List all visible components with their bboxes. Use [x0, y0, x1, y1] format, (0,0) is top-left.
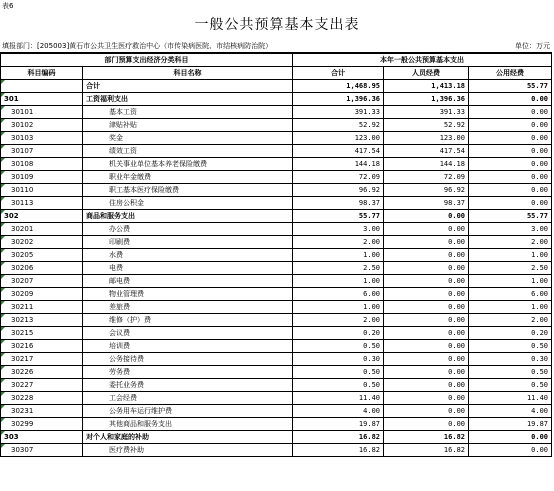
row-code: 30207: [1, 275, 83, 288]
row-name: 工会经费: [83, 392, 293, 405]
header-total: 合计: [293, 67, 384, 80]
header-column-row: [1, 67, 552, 80]
table-row: [1, 80, 552, 93]
row-personnel: 52.92: [384, 119, 469, 132]
row-public: 19.87: [469, 418, 552, 431]
row-total: 52.92: [293, 119, 384, 132]
header-economic-classification: 部门预算支出经济分类科目: [1, 53, 293, 67]
row-name: 合计: [83, 80, 293, 93]
table-row: [1, 93, 552, 106]
table-row: [1, 197, 552, 210]
table-row: [1, 210, 552, 223]
table-row: [1, 392, 552, 405]
table-row: [1, 301, 552, 314]
department-label: 填报部门：: [2, 42, 37, 50]
row-code: 30227: [1, 379, 83, 392]
row-personnel: 0.00: [384, 340, 469, 353]
row-public: 0.00: [469, 119, 552, 132]
row-name: 印刷费: [83, 236, 293, 249]
row-name: 津贴补贴: [83, 119, 293, 132]
row-personnel: 0.00: [384, 327, 469, 340]
row-personnel: 0.00: [384, 314, 469, 327]
row-personnel: 1,413.18: [384, 80, 469, 93]
row-total: 98.37: [293, 197, 384, 210]
row-name: 其他商品和服务支出: [83, 418, 293, 431]
row-name: 工资福利支出: [83, 93, 293, 106]
row-code: 30109: [1, 171, 83, 184]
row-public: 11.40: [469, 392, 552, 405]
row-public: 0.00: [469, 431, 552, 444]
row-total: 391.33: [293, 106, 384, 119]
row-public: 0.50: [469, 340, 552, 353]
row-code: 30107: [1, 145, 83, 158]
row-total: 0.30: [293, 353, 384, 366]
row-public: 0.00: [469, 106, 552, 119]
row-total: 19.87: [293, 418, 384, 431]
row-name: 物业管理费: [83, 288, 293, 301]
header-personnel: 人员经费: [384, 67, 469, 80]
row-total: 16.82: [293, 444, 384, 457]
row-name: 维修（护）费: [83, 314, 293, 327]
row-public: 0.50: [469, 379, 552, 392]
row-public: 0.20: [469, 327, 552, 340]
row-total: 96.92: [293, 184, 384, 197]
table-row: [1, 223, 552, 236]
row-total: 2.00: [293, 236, 384, 249]
row-code: 30228: [1, 392, 83, 405]
row-total: 0.50: [293, 379, 384, 392]
row-public: 2.00: [469, 236, 552, 249]
row-total: 3.00: [293, 223, 384, 236]
row-name: 职工基本医疗保险缴费: [83, 184, 293, 197]
row-code: 30226: [1, 366, 83, 379]
row-personnel: 0.00: [384, 210, 469, 223]
row-public: 0.50: [469, 366, 552, 379]
row-public: 4.00: [469, 405, 552, 418]
row-public: 1.00: [469, 301, 552, 314]
row-name: 绩效工资: [83, 145, 293, 158]
row-total: 2.50: [293, 262, 384, 275]
row-total: 0.50: [293, 366, 384, 379]
table-row: [1, 405, 552, 418]
table-row: [1, 158, 552, 171]
table-row: [1, 106, 552, 119]
table-body: [1, 80, 552, 457]
row-public: 0.00: [469, 145, 552, 158]
table-row: [1, 236, 552, 249]
table-row: [1, 145, 552, 158]
row-code: 30202: [1, 236, 83, 249]
header-code: 科目编码: [1, 67, 83, 80]
row-personnel: 144.18: [384, 158, 469, 171]
row-personnel: 0.00: [384, 249, 469, 262]
row-name: 培训费: [83, 340, 293, 353]
row-total: 144.18: [293, 158, 384, 171]
table-row: [1, 431, 552, 444]
row-name: 公务用车运行维护费: [83, 405, 293, 418]
row-public: 0.00: [469, 158, 552, 171]
row-total: 2.00: [293, 314, 384, 327]
row-name: 基本工资: [83, 106, 293, 119]
row-personnel: 417.54: [384, 145, 469, 158]
row-personnel: 0.00: [384, 405, 469, 418]
row-code: 302: [1, 210, 83, 223]
row-total: 1,468.95: [293, 80, 384, 93]
row-name: 水费: [83, 249, 293, 262]
row-code: 30307: [1, 444, 83, 457]
row-total: 0.20: [293, 327, 384, 340]
table-row: [1, 184, 552, 197]
table-row: [1, 327, 552, 340]
row-name: 委托业务费: [83, 379, 293, 392]
table-row: [1, 444, 552, 457]
table-number: 表6: [2, 2, 14, 10]
header-name: 科目名称: [83, 67, 293, 80]
row-personnel: 16.82: [384, 431, 469, 444]
row-name: 对个人和家庭的补助: [83, 431, 293, 444]
row-code: 30101: [1, 106, 83, 119]
table-row: [1, 249, 552, 262]
row-personnel: 96.92: [384, 184, 469, 197]
row-code: 30231: [1, 405, 83, 418]
row-personnel: 0.00: [384, 288, 469, 301]
row-public: 0.30: [469, 353, 552, 366]
row-code: 30209: [1, 288, 83, 301]
table-row: [1, 171, 552, 184]
table-row: [1, 314, 552, 327]
row-code: 30206: [1, 262, 83, 275]
header-basic-expenditure: 本年一般公共预算基本支出: [293, 53, 552, 67]
row-personnel: 0.00: [384, 418, 469, 431]
row-personnel: 1,396.36: [384, 93, 469, 106]
table-row: [1, 288, 552, 301]
row-total: 1.00: [293, 301, 384, 314]
row-public: 0.00: [469, 444, 552, 457]
row-public: 2.00: [469, 314, 552, 327]
table-row: [1, 340, 552, 353]
row-public: 2.50: [469, 262, 552, 275]
row-total: 0.50: [293, 340, 384, 353]
row-total: 16.82: [293, 431, 384, 444]
row-public: 0.00: [469, 197, 552, 210]
row-name: 会议费: [83, 327, 293, 340]
table-row: [1, 262, 552, 275]
row-personnel: 0.00: [384, 275, 469, 288]
row-code: 30299: [1, 418, 83, 431]
row-total: 1,396.36: [293, 93, 384, 106]
table-row: [1, 119, 552, 132]
table-row: [1, 353, 552, 366]
row-personnel: 72.09: [384, 171, 469, 184]
row-code: 30211: [1, 301, 83, 314]
row-personnel: 0.00: [384, 379, 469, 392]
row-public: 3.00: [469, 223, 552, 236]
row-personnel: 123.00: [384, 132, 469, 145]
row-public: 0.00: [469, 132, 552, 145]
row-total: 123.00: [293, 132, 384, 145]
row-public: 0.00: [469, 184, 552, 197]
row-total: 55.77: [293, 210, 384, 223]
row-name: 职业年金缴费: [83, 171, 293, 184]
row-code: 30110: [1, 184, 83, 197]
report-meta: [2, 41, 550, 52]
table-row: [1, 418, 552, 431]
row-total: 4.00: [293, 405, 384, 418]
row-code: 30217: [1, 353, 83, 366]
table-row: [1, 366, 552, 379]
row-personnel: 0.00: [384, 262, 469, 275]
row-personnel: 0.00: [384, 236, 469, 249]
row-code: 30102: [1, 119, 83, 132]
table-row: [1, 132, 552, 145]
department-name: [205003]黄石市公共卫生医疗救治中心（市传染病医院、市结核病防治院）: [37, 42, 273, 50]
row-total: 417.54: [293, 145, 384, 158]
row-total: 1.00: [293, 275, 384, 288]
row-public: 1.00: [469, 249, 552, 262]
row-code: 30103: [1, 132, 83, 145]
row-personnel: 0.00: [384, 366, 469, 379]
row-name: 电费: [83, 262, 293, 275]
row-personnel: 0.00: [384, 353, 469, 366]
row-public: 0.00: [469, 93, 552, 106]
row-code: 301: [1, 93, 83, 106]
row-personnel: 391.33: [384, 106, 469, 119]
row-code: 30201: [1, 223, 83, 236]
row-code: [1, 80, 83, 93]
row-name: 办公费: [83, 223, 293, 236]
row-code: 30108: [1, 158, 83, 171]
row-name: 邮电费: [83, 275, 293, 288]
row-public: 6.00: [469, 288, 552, 301]
header-group-row: [1, 53, 552, 67]
row-total: 1.00: [293, 249, 384, 262]
header-public: 公用经费: [469, 67, 552, 80]
row-code: 30113: [1, 197, 83, 210]
row-personnel: 0.00: [384, 392, 469, 405]
currency-unit: 单位：万元: [515, 42, 550, 50]
row-name: 公务接待费: [83, 353, 293, 366]
row-name: 差旅费: [83, 301, 293, 314]
row-public: 0.00: [469, 171, 552, 184]
row-name: 机关事业单位基本养老保险缴费: [83, 158, 293, 171]
row-code: 30213: [1, 314, 83, 327]
row-code: 303: [1, 431, 83, 444]
row-code: 30216: [1, 340, 83, 353]
table-row: [1, 379, 552, 392]
row-total: 6.00: [293, 288, 384, 301]
row-code: 30205: [1, 249, 83, 262]
row-name: 商品和服务支出: [83, 210, 293, 223]
row-name: 医疗费补助: [83, 444, 293, 457]
row-code: 30215: [1, 327, 83, 340]
row-personnel: 16.82: [384, 444, 469, 457]
row-personnel: 98.37: [384, 197, 469, 210]
row-public: 1.00: [469, 275, 552, 288]
row-total: 11.40: [293, 392, 384, 405]
row-personnel: 0.00: [384, 223, 469, 236]
row-name: 住房公积金: [83, 197, 293, 210]
budget-table: [0, 52, 552, 457]
row-personnel: 0.00: [384, 301, 469, 314]
row-name: 劳务费: [83, 366, 293, 379]
table-row: [1, 275, 552, 288]
row-public: 55.77: [469, 80, 552, 93]
page-title: 一般公共预算基本支出表: [194, 17, 360, 33]
row-public: 55.77: [469, 210, 552, 223]
row-name: 奖金: [83, 132, 293, 145]
row-total: 72.09: [293, 171, 384, 184]
